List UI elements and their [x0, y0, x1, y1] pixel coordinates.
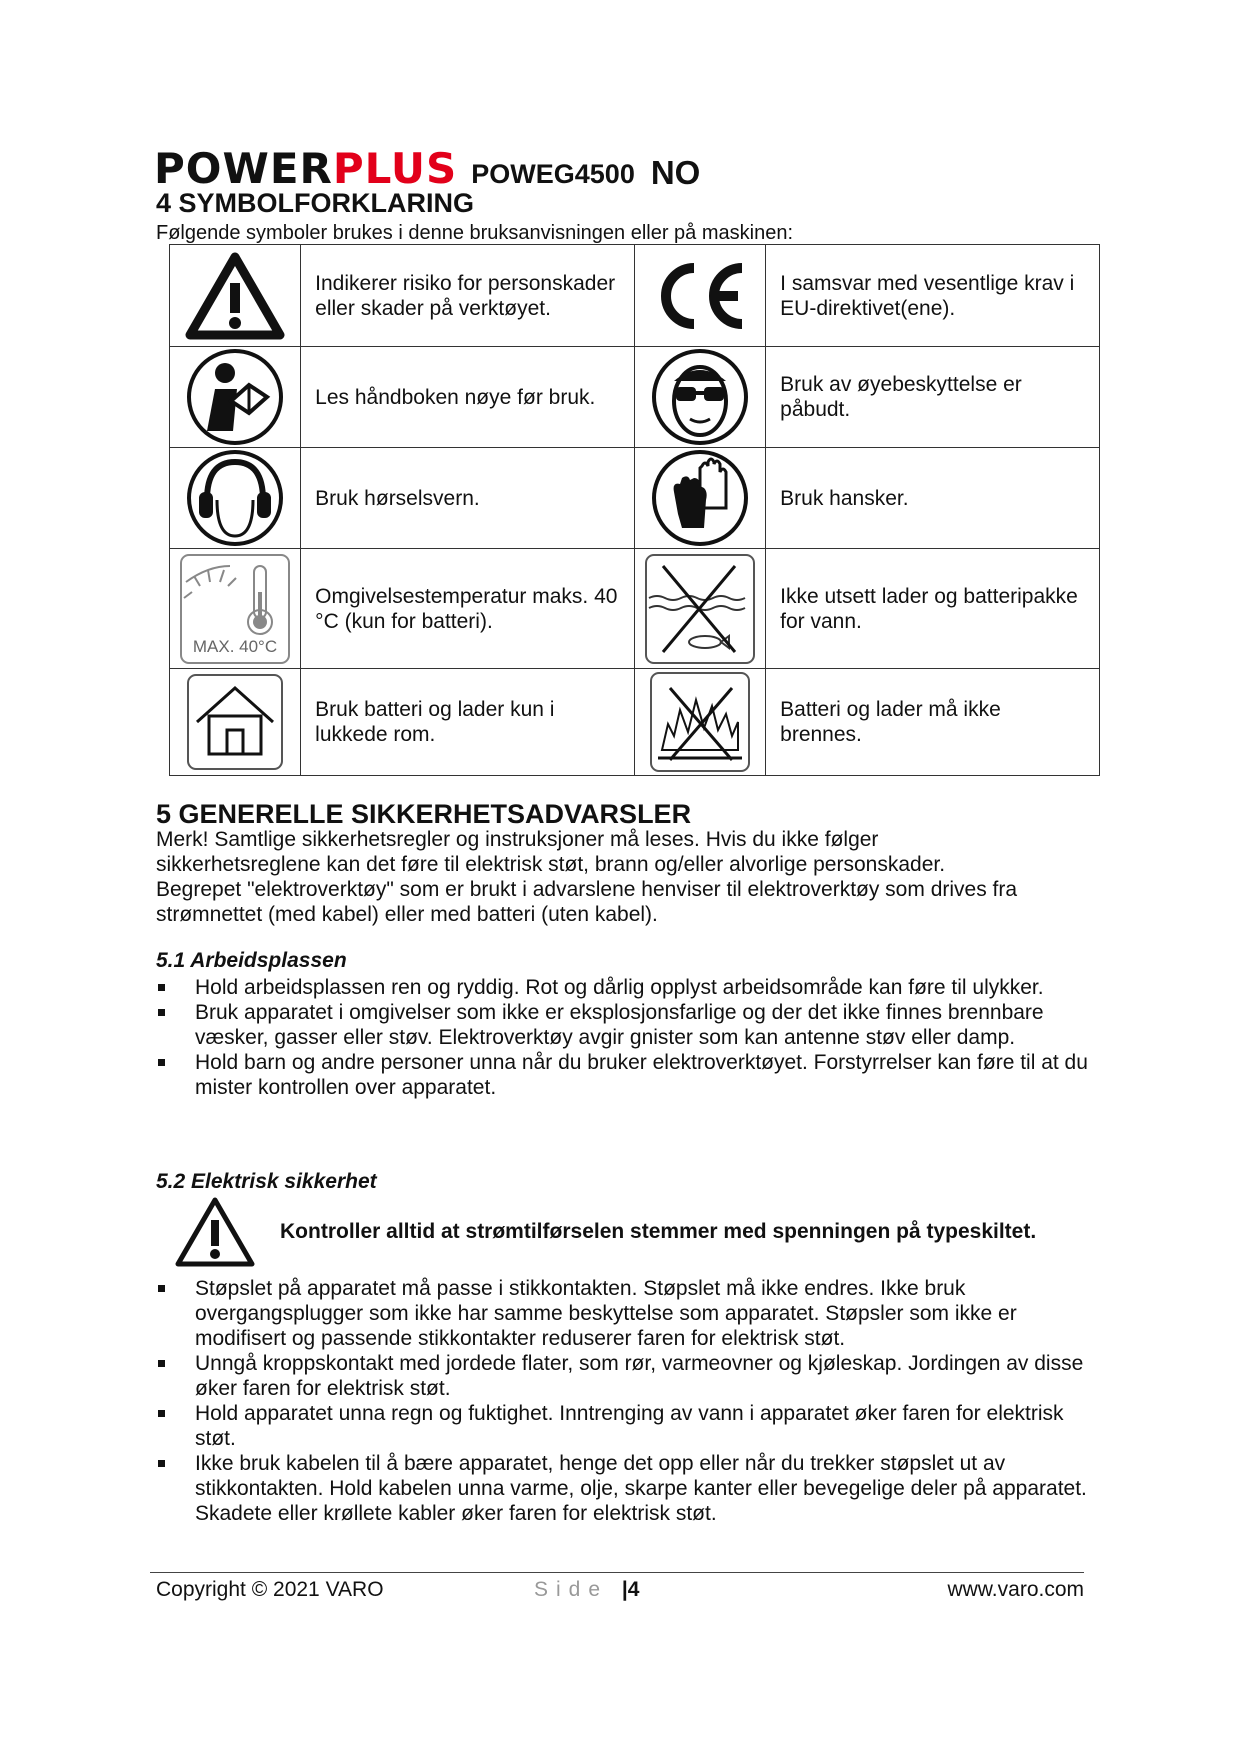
section-4-title: 4 SYMBOLFORKLARING	[156, 188, 475, 218]
indoor-use-icon	[185, 672, 285, 772]
footer-page-label: Side |4	[534, 1578, 640, 1601]
section-5-intro	[156, 827, 1096, 927]
symbol-icon-cell	[634, 245, 765, 347]
symbol-description: Ikke utsett lader og batteripakke for vann.	[766, 549, 1100, 669]
symbol-icon-cell	[634, 669, 765, 776]
symbol-row	[170, 448, 1100, 549]
symbol-icon-cell	[634, 347, 765, 448]
subsection-5-2-list	[156, 1276, 1096, 1526]
list-item: Hold barn og andre personer unna når du bruker elektroverktøyet. Forstyrrelser kan føre til at du mister kontrollen over apparatet.	[156, 1050, 1096, 1100]
symbol-icon-cell	[634, 448, 765, 549]
list-item: Bruk apparatet i omgivelser som ikke er eksplosjonsfarlige og der det ikke finnes brennbare væsker, gasser eller støv. Elektroverktøy avgir gnister som kan antenne støv eller damp.	[156, 1000, 1096, 1050]
list-item: Unngå kroppskontakt med jordede flater, som rør, varmeovner og kjøleskap. Jordingen av disse øker faren for elektrisk støt.	[156, 1351, 1096, 1401]
list-item: Ikke bruk kabelen til å bære apparatet, henge det opp eller når du trekker støpslet ut av stikkontakten. Hold kabelen unna varme, olje, skarpe kanter eller bevegelige deler på apparatet. Skadete eller krøllete kabler øker faren for elektrisk støt.	[156, 1451, 1096, 1526]
intro-line: strømnettet (med kabel) eller med batteri (uten kabel).	[156, 903, 658, 926]
symbol-description: Indikerer risiko for personskader eller skader på verktøyet.	[301, 245, 635, 347]
intro-line: Begrepet "elektroverktøy" som er brukt i advarslene henviser til elektroverktøy som drives fra	[156, 878, 1018, 901]
symbol-description: I samsvar med vesentlige krav i EU-direktivet(ene).	[766, 245, 1100, 347]
symbol-description: Bruk batteri og lader kun i lukkede rom.	[301, 669, 635, 776]
symbol-icon-cell	[170, 549, 301, 669]
section-5-title: 5 GENERELLE SIKKERHETSADVARSLER	[156, 799, 692, 829]
page-header	[154, 144, 701, 193]
symbol-icon-cell	[170, 669, 301, 776]
intro-line: sikkerhetsreglene kan det føre til elektrisk støt, brann og/eller alvorlige personskader.	[156, 853, 946, 876]
symbol-description: Les håndboken nøye før bruk.	[301, 347, 635, 448]
symbol-icon-cell	[170, 245, 301, 347]
footer-divider	[150, 1572, 1084, 1573]
symbol-description: Batteri og lader må ikke brennes.	[766, 669, 1100, 776]
symbol-description: Bruk av øyebeskyttelse er påbudt.	[766, 347, 1100, 448]
footer-website: www.varo.com	[947, 1578, 1084, 1601]
subsection-5-1-title: 5.1 Arbeidsplassen	[156, 949, 347, 972]
symbol-description: Bruk hansker.	[766, 448, 1100, 549]
intro-line: Merk! Samtlige sikkerhetsregler og instruksjoner må leses. Hvis du ikke følger	[156, 828, 879, 851]
ce-mark-icon	[650, 256, 750, 336]
symbol-icon-cell	[170, 347, 301, 448]
model-number: POWEG4500	[471, 159, 635, 189]
ambient-temperature-icon	[178, 552, 292, 666]
language-code: NO	[650, 154, 701, 191]
section-4-intro: Følgende symboler brukes i denne bruksanvisningen eller på maskinen:	[156, 222, 794, 244]
symbol-row	[170, 549, 1100, 669]
symbol-row	[170, 347, 1100, 448]
symbol-icon-cell	[170, 448, 301, 549]
list-item: Hold arbeidsplassen ren og ryddig. Rot og dårlig opplyst arbeidsområde kan føre til ulykker.	[156, 975, 1096, 1000]
electrical-warning	[174, 1196, 1036, 1268]
footer-copyright: Copyright © 2021 VARO	[156, 1578, 384, 1601]
symbol-row	[170, 245, 1100, 347]
list-item: Hold apparatet unna regn og fuktighet. Inntrenging av vann i apparatet øker faren for elektrisk støt.	[156, 1401, 1096, 1451]
symbol-table	[169, 244, 1100, 776]
symbol-row	[170, 669, 1100, 776]
temperature-icon-label: MAX. 40°C	[192, 636, 278, 656]
symbol-description: Bruk hørselsvern.	[301, 448, 635, 549]
hearing-protection-icon	[185, 448, 285, 548]
warning-triangle-icon	[174, 1196, 256, 1268]
warning-text: Kontroller alltid at strømtilførselen stemmer med spenningen på typeskiltet.	[280, 1220, 1037, 1243]
subsection-5-1-list	[156, 975, 1096, 1100]
subsection-5-2-title: 5.2 Elektrisk sikkerhet	[156, 1170, 377, 1193]
no-fire-icon	[648, 670, 752, 774]
read-manual-icon	[185, 347, 285, 447]
page-number: 4	[627, 1578, 640, 1601]
symbol-icon-cell	[634, 549, 765, 669]
eye-protection-icon	[650, 347, 750, 447]
no-water-icon	[643, 552, 757, 666]
list-item: Støpslet på apparatet må passe i stikkontakten. Støpslet må ikke endres. Ikke bruk overgangsplugger som ikke har samme beskyttelse som apparatet. Støpsler som ikke er modifisert og passende stikkontakter reduserer faren for elektrisk støt.	[156, 1276, 1096, 1351]
symbol-description: Omgivelsestemperatur maks. 40 °C (kun for batteri).	[301, 549, 635, 669]
brand-logo: POWERPLUS	[154, 144, 458, 193]
warning-triangle-icon	[185, 251, 285, 341]
gloves-icon	[650, 448, 750, 548]
